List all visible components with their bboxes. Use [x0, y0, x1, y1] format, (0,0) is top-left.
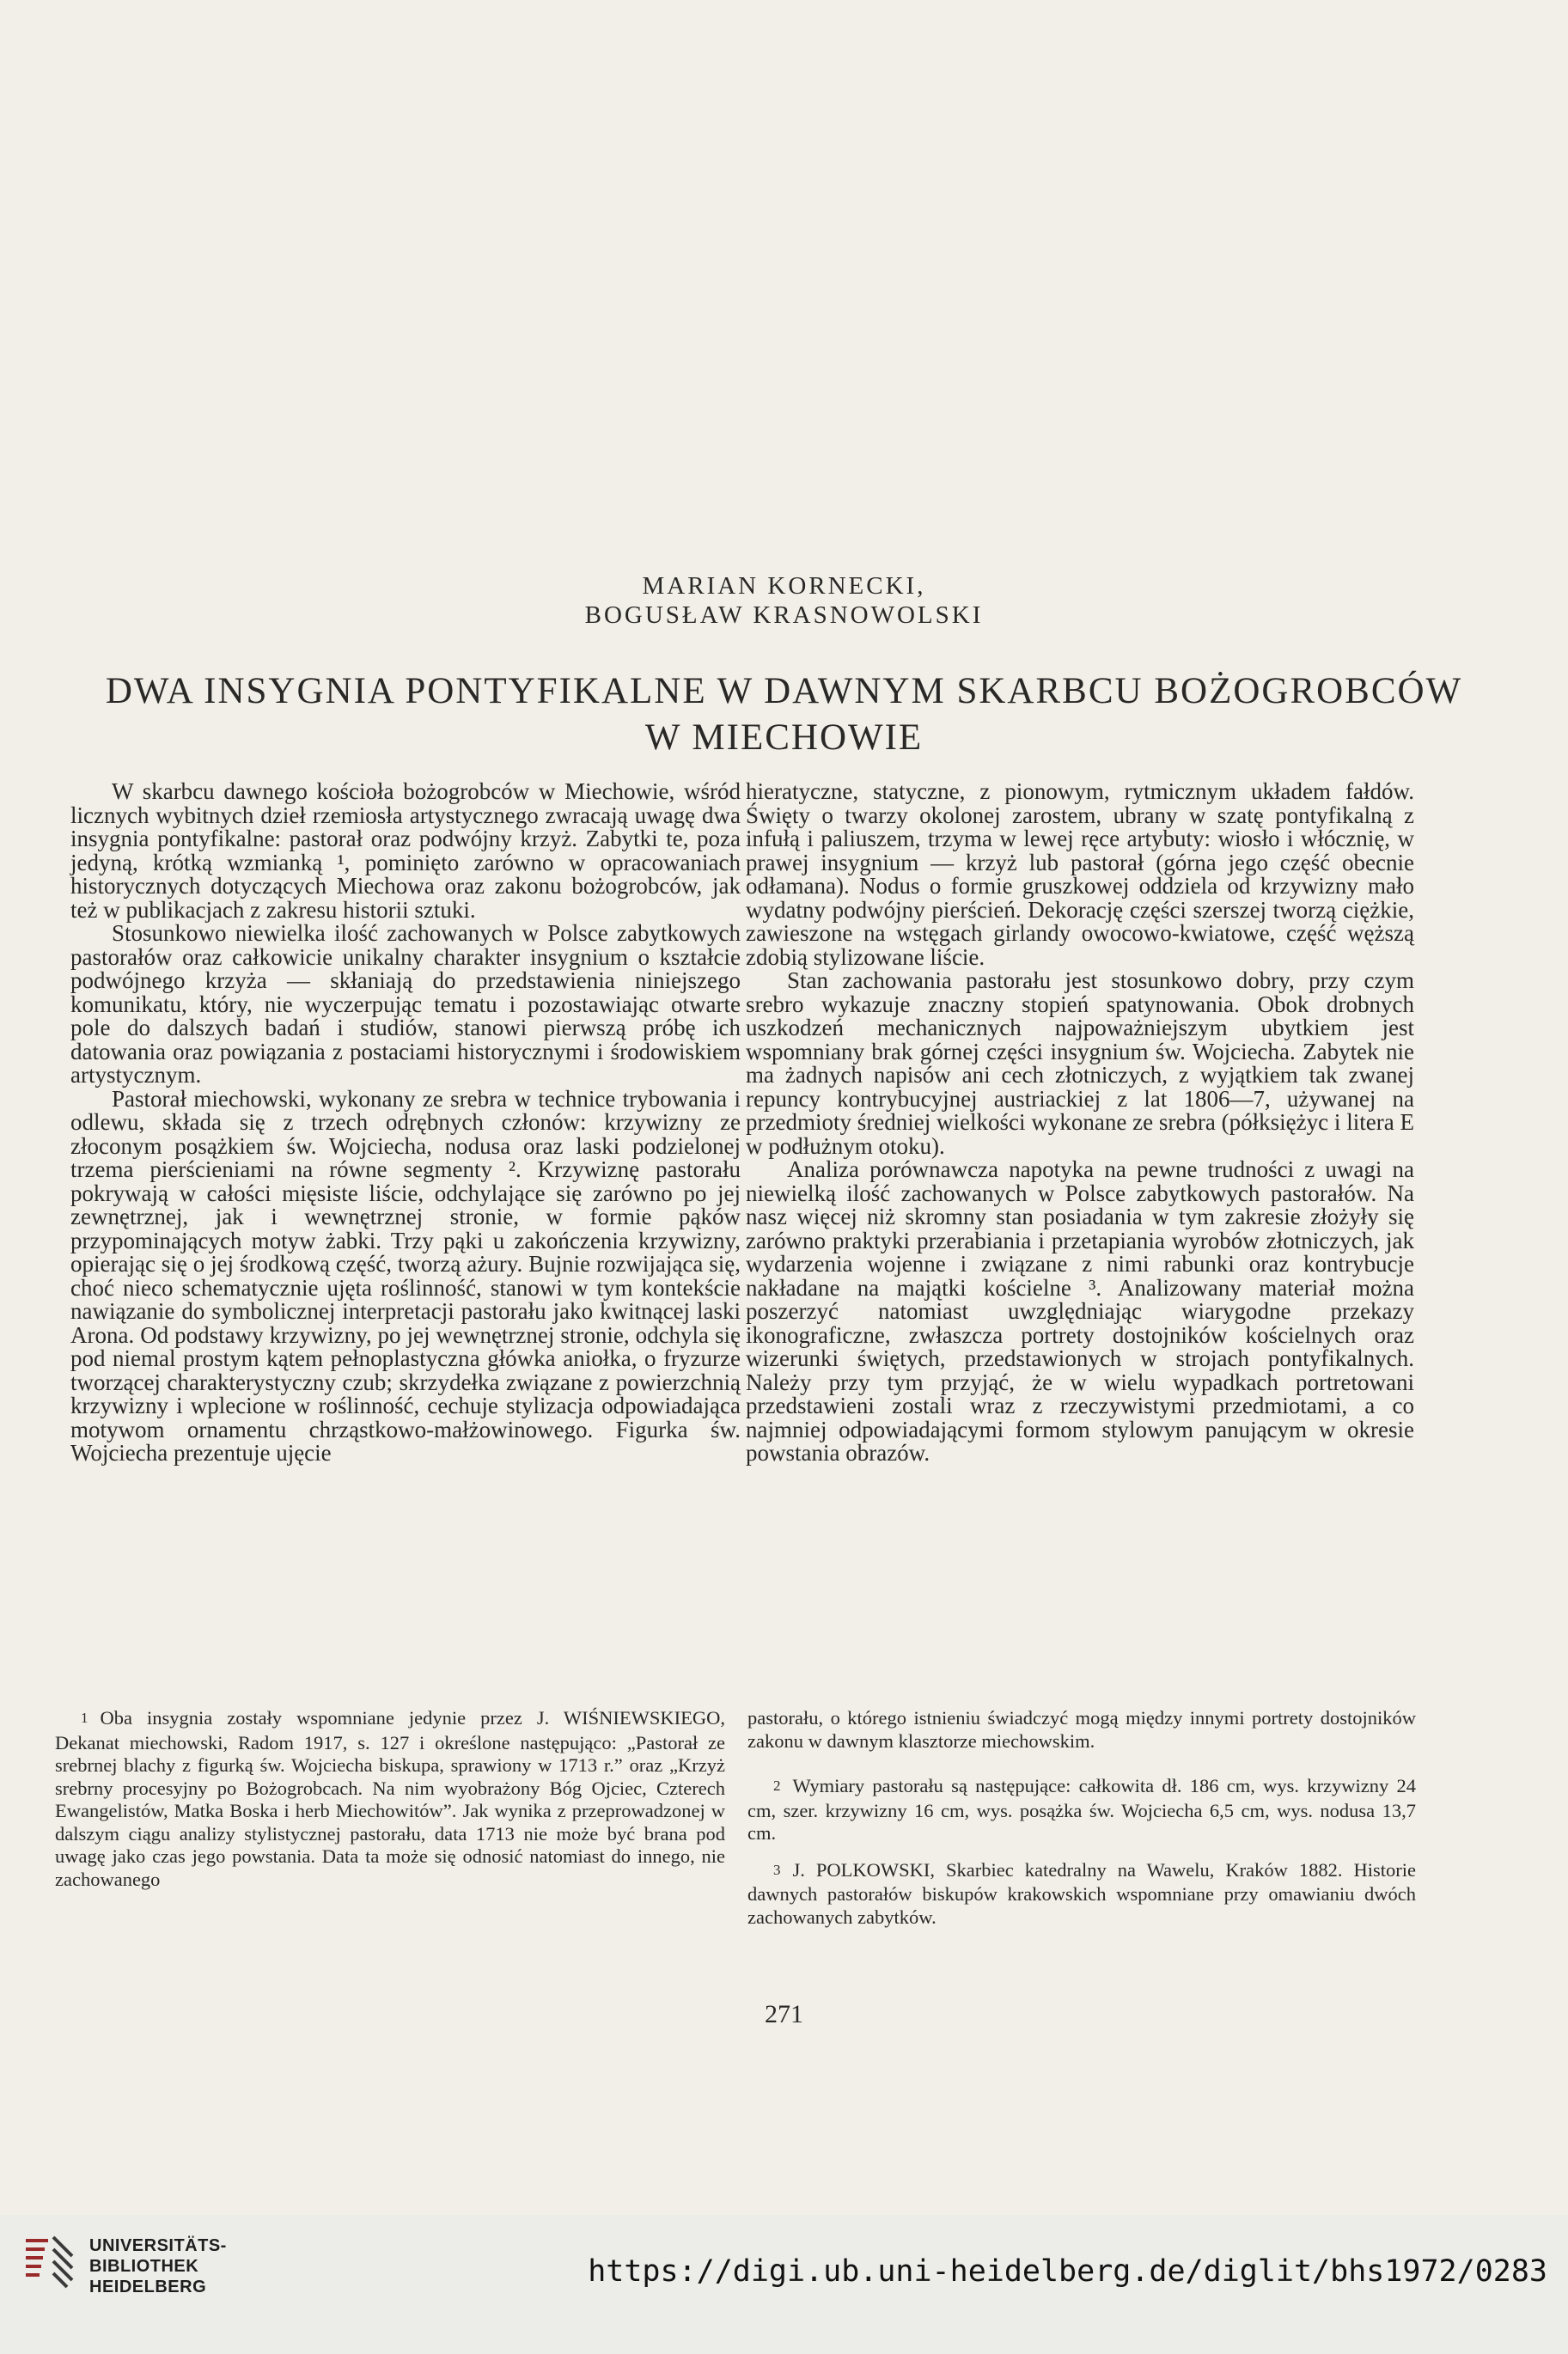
article-title — [52, 668, 1516, 761]
footnote — [747, 1775, 1416, 1845]
library-line-1: UNIVERSITÄTS- — [89, 2236, 227, 2255]
body-column-left — [70, 780, 741, 1466]
library-line-3: HEIDELBERG — [89, 2278, 207, 2296]
footnote-text: Oba insygnia zostały wspomniane jedynie przez J. WIŚNIEWSKIEGO, Dekanat miechowski, Radom 1917, s. 127 i określone następująco: „Pastorał ze srebrnej blachy z figurką św. Wojciecha biskupa, sprawiony w 1713 r.” oraz „Krzyż srebrny procesyjny po Bożogrobcach. Na nim wyobrażony Bóg Ojciec, Czterech Ewangelistów, Matka Boska i herb Miechowitów”. Jak wynika z przeprowadzonej w dalszym ciągu analizy stylistycznej pastorału, data 1713 nie może być brana pod uwagę jako czas jego powstania. Data ta może się odnosić natomiast do innego, nie zachowanego — [55, 1707, 725, 1890]
paragraph: W skarbcu dawnego kościoła bożogrobców w Miechowie, wśród licznych wybitnych dzieł rzemiosła artystycznego zwracają uwagę dwa insygnia pontyfikalne: pastorał oraz podwójny krzyż. Zabytki te, poza jedyną, krótką wzmianką ¹, pominięto zarówno w opracowaniach historycznych dotyczących Miechowa oraz zakonu bożogrobców, jak też w publikacjach z zakresu historii sztuki. — [70, 778, 741, 923]
permalink-url[interactable]: https://digi.ub.uni-heidelberg.de/diglit/bhs1972/0283 — [588, 2254, 1547, 2289]
title-line-2: W MIECHOWIE — [644, 717, 924, 758]
footnote — [747, 1859, 1416, 1930]
paragraph: Stan zachowania pastorału jest stosunkowo dobry, przy czym srebro wykazuje znaczny stopień spatynowania. Obok drobnych uszkodzeń mechanicznych najpoważniejszym ubytkiem jest wspomniany brak górnej części insygnium św. Wojciecha. Zabytek nie ma żadnych napisów ani cech złotniczych, z wyjątkiem tak zwanej repuncy kontrybucyjnej austriackiej z lat 1806—7, używanej na przedmioty średniej wielkości wykonane ze srebra (półksiężyc i litera E w podłużnym otoku). — [746, 967, 1414, 1159]
author-1: MARIAN KORNECKI, — [642, 572, 926, 600]
footer-bar — [0, 2215, 1568, 2354]
paragraph: Pastorał miechowski, wykonany ze srebra w technice trybowania i odlewu, składa się z trzech odrębnych członów: krzywizny ze złoconym posążkiem św. Wojciecha, nodusa oraz laski podzielonej trzema pierścieniami na równe segmenty ². Krzywiznę pastorału pokrywają w całości mięsiste liście, odchylające się zarówno po jej zewnętrznej, jak i wewnętrznej stronie, w formie pąków przypominających motyw żabki. Trzy pąki u zakończenia krzywizny, opierając się o jej środkową część, tworzą ażury. Bujnie rozwijająca się, choć nieco schematycznie ujęta roślinność, stanowi w tym kontekście nawiązanie do symbolicznej interpretacji pastorału jako kwitnącej laski Arona. Od podstawy krzywizny, po jej wewnętrznej stronie, odchyla się pod niemal prostym kątem pełnoplastyczna główka aniołka, o fryzurze tworzącej charakterystyczny czub; skrzydełka związane z powierzchnią krzywizny i wplecione w roślinność, cechuje stylizacja odpowiadająca motywom ornamentu chrząstkowo-małżowinowego. Figurka św. Wojciecha prezentuje ujęcie — [70, 1085, 741, 1466]
footnote — [55, 1707, 725, 1891]
paragraph: hieratyczne, statyczne, z pionowym, rytmicznym układem fałdów. Święty o twarzy okolonej zarostem, ubrany w szatę pontyfikalną z infułą i paliuszem, trzyma w lewej ręce artybuty: wiosło i włócznię, w prawej insygnium — krzyż lub pastorał (górna jego część obecnie odłamana). Nodus o formie gruszkowej oddziela od krzywizny mało wydatny podwójny pierścień. Dekorację części szerszej tworzą ciężkie, zawieszone na wstęgach girlandy owocowo-kwiatowe, część węższą zdobią stylizowane liście. — [746, 778, 1414, 970]
footnote-continuation: pastorału, o którego istnieniu świadczyć mogą między innymi portrety dostojników zakonu w dawnym klasztorze miechowskim. — [747, 1707, 1416, 1752]
author-2: BOGUSŁAW KRASNOWOLSKI — [584, 601, 984, 629]
footnote-text: Wymiary pastorału są następujące: całkowita dł. 186 cm, wys. krzywizny 24 cm, szer. krzywizny 16 cm, wys. posążka św. Wojciecha 6,5 cm, wys. nodusa 13,7 cm. — [747, 1775, 1416, 1844]
footnotes-left — [55, 1707, 725, 1905]
footnote-text: J. POLKOWSKI, Skarbiec katedralny na Wawelu, Kraków 1882. Historie dawnych pastorałów biskupów krakowskich wspomniane przy omawianiu dwóch zachowanych zabytków. — [747, 1858, 1416, 1928]
library-name[interactable] — [89, 2235, 227, 2297]
paragraph: Stosunkowo niewielka ilość zachowanych w Polsce zabytkowych pastorałów oraz całkowicie unikalny charakter insygnium o kształcie podwójnego krzyża — skłaniają do przedstawienia niniejszego komunikatu, który, nie wyczerpując tematu i pozostawiając otwarte pole do dalszych badań i studiów, stanowi pierwszą próbę ich datowania oraz powiązania z postaciami historycznymi i środowiskiem artystycznym. — [70, 920, 741, 1088]
title-line-1: DWA INSYGNIA PONTYFIKALNE W DAWNYM SKARBCU BOŻOGROBCÓW — [105, 671, 1463, 711]
library-line-2: BIBLIOTHEK — [89, 2257, 199, 2276]
footnote-number: 2 — [773, 1778, 781, 1794]
footnote-number: 1 — [81, 1710, 88, 1726]
footnotes-right — [747, 1707, 1416, 1942]
university-library-logo-icon — [19, 2230, 79, 2290]
footnote-number: 3 — [773, 1861, 781, 1878]
body-column-right — [746, 780, 1414, 1466]
authors — [0, 571, 1568, 630]
paragraph: Analiza porównawcza napotyka na pewne trudności z uwagi na niewielką ilość zachowanych w Polsce zabytkowych pastorałów. Na nasz więcej niż skromny stan posiadania w tym zakresie złożyły się zarówno praktyki przerabiania i przetapiania wyrobów złotniczych, jak wydarzenia wojenne i związane z nimi rabunki oraz kontrybucje nakładane na majątki kościelne ³. Analizowany materiał można poszerzyć natomiast uwzględniając wiarygodne przekazy ikonograficzne, zwłaszcza portrety dostojników kościelnych oraz wizerunki świętych, przedstawionych w strojach pontyfikalnych. Należy przy tym przyjąć, że w wielu wypadkach portretowani przedstawieni zostali wraz z rzeczywistymi przedmiotami, a co najmniej odpowiadającymi formom stylowym panującym w okresie powstania obrazów. — [746, 1156, 1414, 1466]
page-number: 271 — [765, 2000, 803, 2028]
